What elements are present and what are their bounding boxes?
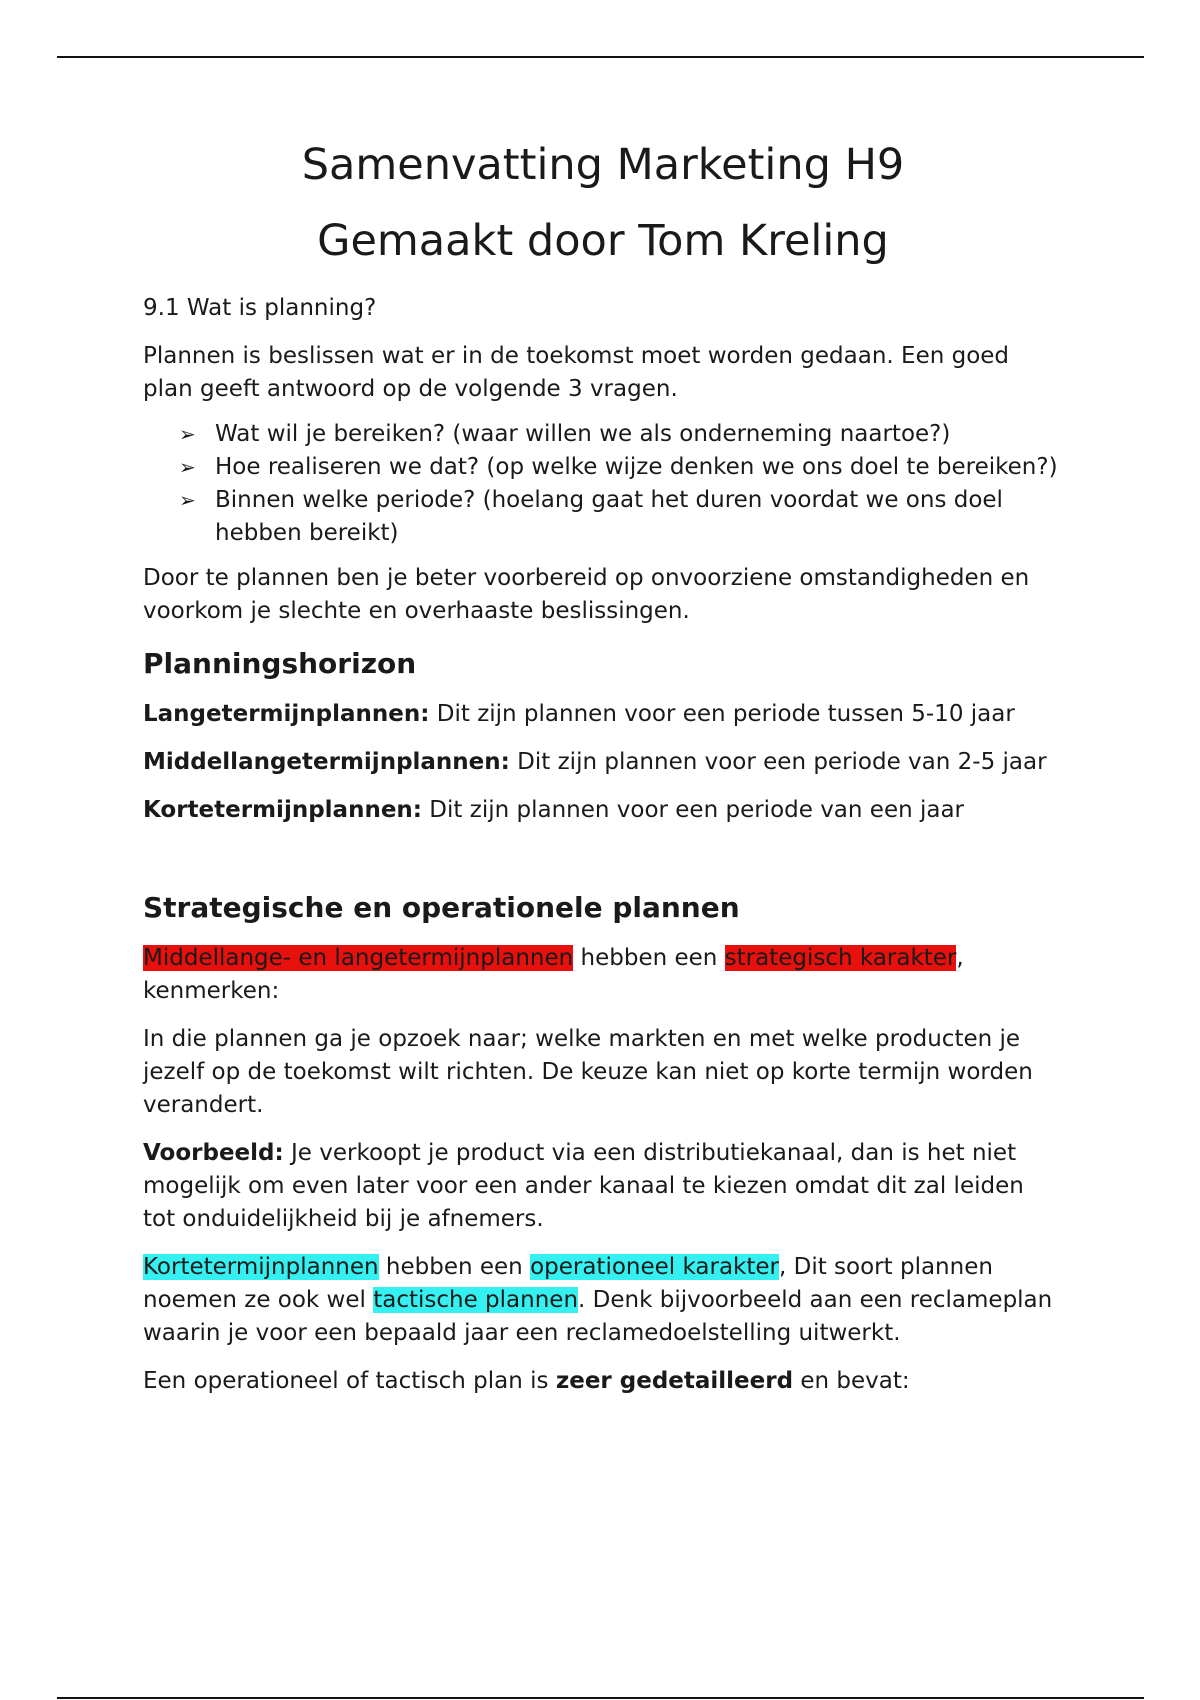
section-heading-9-1: 9.1 Wat is planning? <box>143 295 377 321</box>
arrow-bullet-icon: ➢ <box>179 455 196 479</box>
list-item: ➢ Wat wil je bereiken? (waar willen we als onderneming naartoe?) <box>143 418 1063 451</box>
bottom-rule <box>57 1697 1144 1699</box>
list-item: ➢ Hoe realiseren we dat? (op welke wijze denken we ons doel te bereiken?) <box>143 451 1063 484</box>
intro-paragraph: Plannen is beslissen wat er in de toekomst moet worden gedaan. Een goed plan geeft antwoord op de volgende 3 vragen. <box>143 343 1010 402</box>
list-item: ➢ Binnen welke periode? (hoelang gaat het duren voordat we ons doel hebben bereikt) <box>143 484 1063 550</box>
after-list-paragraph: Door te plannen ben je beter voorbereid op onvoorziene omstandigheden en voorkom je slechte en overhaaste beslissingen. <box>143 565 1030 624</box>
heading-strategic-operational: Strategische en operationele plannen <box>143 891 740 924</box>
operational-paragraph: Kortetermijnplannen hebben een operationeel karakter, Dit soort plannen noemen ze ook wel tactische plannen. Denk bijvoorbeeld aan een reclameplan waarin je voor een bepaald jaar een reclamedoelstelling uitwerkt. <box>143 1254 1053 1346</box>
top-rule <box>57 56 1144 58</box>
strategic-detail-paragraph: In die plannen ga je opzoek naar; welke markten en met welke producten je jezelf op de toekomst wilt richten. De keuze kan niet op korte termijn worden verandert. <box>143 1026 1033 1118</box>
last-paragraph: Een operationeel of tactisch plan is zeer gedetailleerd en bevat: <box>143 1368 910 1394</box>
arrow-bullet-icon: ➢ <box>179 488 196 512</box>
highlight-cyan: Kortetermijnplannen <box>143 1254 379 1280</box>
document-body <box>143 292 1063 1398</box>
highlight-red: Middellange- en langetermijnplannen <box>143 945 574 971</box>
highlight-cyan: tactische plannen <box>373 1287 579 1313</box>
document-title: Samenvatting Marketing H9 <box>301 140 905 190</box>
horizon-long: Langetermijnplannen: Dit zijn plannen voor een periode tussen 5-10 jaar <box>143 701 1015 727</box>
strategic-paragraph: Middellange- en langetermijnplannen hebben een strategisch karakter, kenmerken: <box>143 945 964 1004</box>
highlight-cyan: operationeel karakter <box>530 1254 779 1280</box>
heading-planningshorizon: Planningshorizon <box>143 647 417 680</box>
horizon-short: Kortetermijnplannen: Dit zijn plannen voor een periode van een jaar <box>143 797 965 823</box>
question-list <box>143 418 1063 550</box>
example-paragraph: Voorbeeld: Je verkoopt je product via een distributiekanaal, dan is het niet mogelijk om even later voor een ander kanaal te kiezen omdat dit zal leiden tot onduidelijkheid bij je afnemers. <box>143 1140 1024 1232</box>
highlight-red: strategisch karakter <box>724 945 957 971</box>
arrow-bullet-icon: ➢ <box>179 422 196 446</box>
document-author-line: Gemaakt door Tom Kreling <box>317 216 889 266</box>
horizon-medium: Middellangetermijnplannen: Dit zijn plannen voor een periode van 2-5 jaar <box>143 749 1047 775</box>
